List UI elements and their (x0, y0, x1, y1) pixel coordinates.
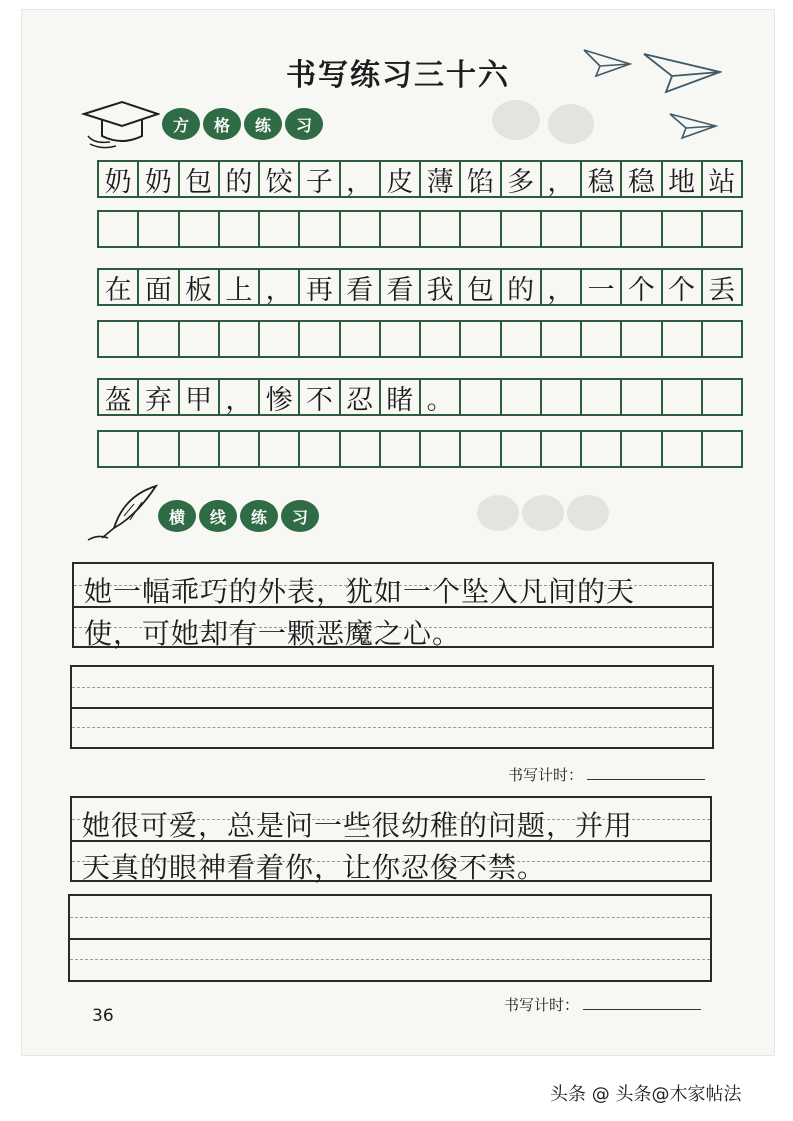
grid-character-cell: 面 (139, 270, 179, 304)
section-label-char: 练 (240, 500, 278, 532)
grid-character-cell: 甲 (180, 380, 220, 414)
grid-character-cell: 睹 (381, 380, 421, 414)
grid-empty-cell[interactable] (703, 432, 741, 466)
grid-character-cell: 忍 (341, 380, 381, 414)
paper-plane-icon (642, 48, 722, 96)
grid-character-cell: 在 (99, 270, 139, 304)
grid-empty-cell[interactable] (461, 380, 501, 414)
grid-empty-cell[interactable] (461, 432, 501, 466)
grid-character-cell: 的 (502, 270, 542, 304)
line-practice-header (158, 500, 319, 532)
grid-empty-cell[interactable] (703, 212, 741, 246)
watermark: 头条 @ 头条@木家帖法 (550, 1084, 742, 1105)
dashed-guide-line (70, 917, 710, 918)
grid-empty-cell[interactable] (341, 432, 381, 466)
grid-empty-cell[interactable] (663, 380, 703, 414)
grid-character-cell: ， (220, 380, 260, 414)
grid-blank-row (97, 430, 743, 468)
bleed-through-circle (567, 495, 609, 531)
dashed-guide-line (70, 959, 710, 960)
grid-empty-cell[interactable] (542, 380, 582, 414)
grid-character-cell: ， (542, 270, 582, 304)
writing-timer (504, 994, 701, 1015)
grid-character-cell: 包 (180, 162, 220, 196)
page-title: 书写练习三十六 (286, 58, 510, 93)
grid-character-cell: 惨 (260, 380, 300, 414)
solid-rule (70, 938, 710, 940)
grid-character-cell: 地 (663, 162, 703, 196)
grid-empty-cell[interactable] (139, 212, 179, 246)
grid-character-cell: 稳 (622, 162, 662, 196)
grid-empty-cell[interactable] (381, 212, 421, 246)
grid-character-cell: 一 (582, 270, 622, 304)
sample-sentence-line: 使，可她却有一颗恶魔之心。 (84, 617, 462, 650)
grid-character-cell: 子 (300, 162, 340, 196)
grid-character-cell: 上 (220, 270, 260, 304)
section-label-char: 方 (162, 108, 200, 140)
grid-empty-cell[interactable] (421, 212, 461, 246)
grid-character-cell: 不 (300, 380, 340, 414)
bleed-through-circle (522, 495, 564, 531)
grid-empty-cell[interactable] (582, 322, 622, 356)
page-number: 36 (92, 1006, 114, 1026)
grid-empty-cell[interactable] (502, 212, 542, 246)
grid-character-cell: 丢 (708, 274, 736, 306)
section-label-char: 习 (285, 108, 323, 140)
grid-empty-cell[interactable] (542, 432, 582, 466)
grid-empty-cell[interactable] (502, 322, 542, 356)
grid-empty-cell[interactable] (99, 212, 139, 246)
grid-character-cell: 奶 (99, 162, 139, 196)
grid-character-cell: 包 (461, 270, 501, 304)
grid-text-row (97, 160, 743, 198)
timer-blank[interactable] (583, 1009, 701, 1010)
grid-empty-cell[interactable] (622, 322, 662, 356)
grid-character-cell: 个 (663, 270, 703, 304)
grid-character-cell: 个 (622, 270, 662, 304)
grid-empty-cell[interactable] (582, 432, 622, 466)
grid-empty-cell[interactable] (421, 322, 461, 356)
grid-character-cell: ， (341, 162, 381, 196)
grid-empty-cell[interactable] (542, 322, 582, 356)
timer-blank[interactable] (587, 779, 705, 780)
grid-empty-cell[interactable] (300, 322, 340, 356)
paper-plane-icon (582, 46, 632, 80)
grid-character-cell: 弃 (139, 380, 179, 414)
grid-empty-cell[interactable] (502, 380, 542, 414)
sample-sentence-block (72, 562, 714, 648)
grid-empty-cell[interactable] (381, 322, 421, 356)
sample-sentence-block (70, 796, 712, 882)
grid-empty-cell[interactable] (461, 212, 501, 246)
grid-blank-row (97, 210, 743, 248)
grid-empty-cell[interactable] (703, 322, 741, 356)
sample-sentence-line: 天真的眼神看着你，让你忍俊不禁。 (82, 851, 547, 884)
grid-empty-cell[interactable] (663, 212, 703, 246)
blank-writing-block[interactable] (70, 665, 714, 749)
bleed-through-circle (477, 495, 519, 531)
section-label-char: 习 (281, 500, 319, 532)
grid-character-cell: 馅 (461, 162, 501, 196)
grid-empty-cell[interactable] (381, 432, 421, 466)
grid-character-cell: 稳 (582, 162, 622, 196)
grid-blank-row (97, 320, 743, 358)
grid-character-cell: 站 (708, 166, 736, 198)
grid-empty-cell[interactable] (180, 322, 220, 356)
grid-character-cell: ， (260, 270, 300, 304)
grid-character-cell: 奶 (139, 162, 179, 196)
grid-empty-cell[interactable] (582, 212, 622, 246)
bleed-through-circle (492, 100, 540, 140)
grid-practice-header (162, 108, 323, 140)
grid-empty-cell[interactable] (341, 322, 381, 356)
grid-empty-cell[interactable] (139, 322, 179, 356)
grid-character-cell: 。 (421, 380, 461, 414)
sample-sentence-line: 她一幅乖巧的外表，犹如一个坠入凡间的天 (84, 575, 636, 608)
sample-sentence-line: 她很可爱，总是问一些很幼稚的问题，并用 (82, 809, 634, 842)
grid-character-cell: 板 (180, 270, 220, 304)
grid-empty-cell[interactable] (542, 212, 582, 246)
grid-empty-cell[interactable] (180, 432, 220, 466)
grid-character-cell: 饺 (260, 162, 300, 196)
grid-character-cell: 看 (381, 270, 421, 304)
dashed-guide-line (72, 727, 712, 728)
grid-empty-cell[interactable] (300, 212, 340, 246)
grid-empty-cell[interactable] (703, 380, 741, 414)
grid-empty-cell[interactable] (180, 212, 220, 246)
grid-empty-cell[interactable] (260, 212, 300, 246)
grid-empty-cell[interactable] (99, 432, 139, 466)
grid-character-cell: ， (542, 162, 582, 196)
grid-character-cell: 看 (341, 270, 381, 304)
grid-character-cell: 薄 (421, 162, 461, 196)
grid-empty-cell[interactable] (260, 432, 300, 466)
solid-rule (72, 707, 712, 709)
grid-character-cell: 盔 (99, 380, 139, 414)
grid-empty-cell[interactable] (622, 380, 662, 414)
grid-text-row (97, 378, 743, 416)
grid-text-row (97, 268, 743, 306)
grid-empty-cell[interactable] (341, 212, 381, 246)
section-label-char: 格 (203, 108, 241, 140)
paper-plane-icon (668, 110, 718, 142)
timer-label: 书写计时： (508, 766, 584, 784)
bleed-through-circle (548, 104, 594, 144)
section-label-char: 练 (244, 108, 282, 140)
grid-character-cell: 多 (502, 162, 542, 196)
grid-empty-cell[interactable] (622, 432, 662, 466)
section-label-char: 线 (199, 500, 237, 532)
grid-empty-cell[interactable] (260, 322, 300, 356)
grid-character-cell: 我 (421, 270, 461, 304)
grid-empty-cell[interactable] (99, 322, 139, 356)
grid-empty-cell[interactable] (582, 380, 622, 414)
grid-empty-cell[interactable] (220, 322, 260, 356)
graduation-cap-icon (80, 96, 160, 152)
grid-character-cell: 再 (300, 270, 340, 304)
grid-empty-cell[interactable] (421, 432, 461, 466)
grid-empty-cell[interactable] (461, 322, 501, 356)
grid-empty-cell[interactable] (220, 212, 260, 246)
grid-empty-cell[interactable] (300, 432, 340, 466)
blank-writing-block[interactable] (68, 894, 712, 982)
grid-empty-cell[interactable] (622, 212, 662, 246)
grid-empty-cell[interactable] (220, 432, 260, 466)
grid-empty-cell[interactable] (502, 432, 542, 466)
writing-timer (508, 764, 705, 785)
grid-character-cell: 的 (220, 162, 260, 196)
section-label-char: 横 (158, 500, 196, 532)
workbook-page (22, 10, 774, 1055)
grid-character-cell: 皮 (381, 162, 421, 196)
quill-icon (84, 482, 164, 544)
grid-empty-cell[interactable] (663, 322, 703, 356)
timer-label: 书写计时： (504, 996, 580, 1014)
grid-empty-cell[interactable] (139, 432, 179, 466)
grid-empty-cell[interactable] (663, 432, 703, 466)
dashed-guide-line (72, 687, 712, 688)
